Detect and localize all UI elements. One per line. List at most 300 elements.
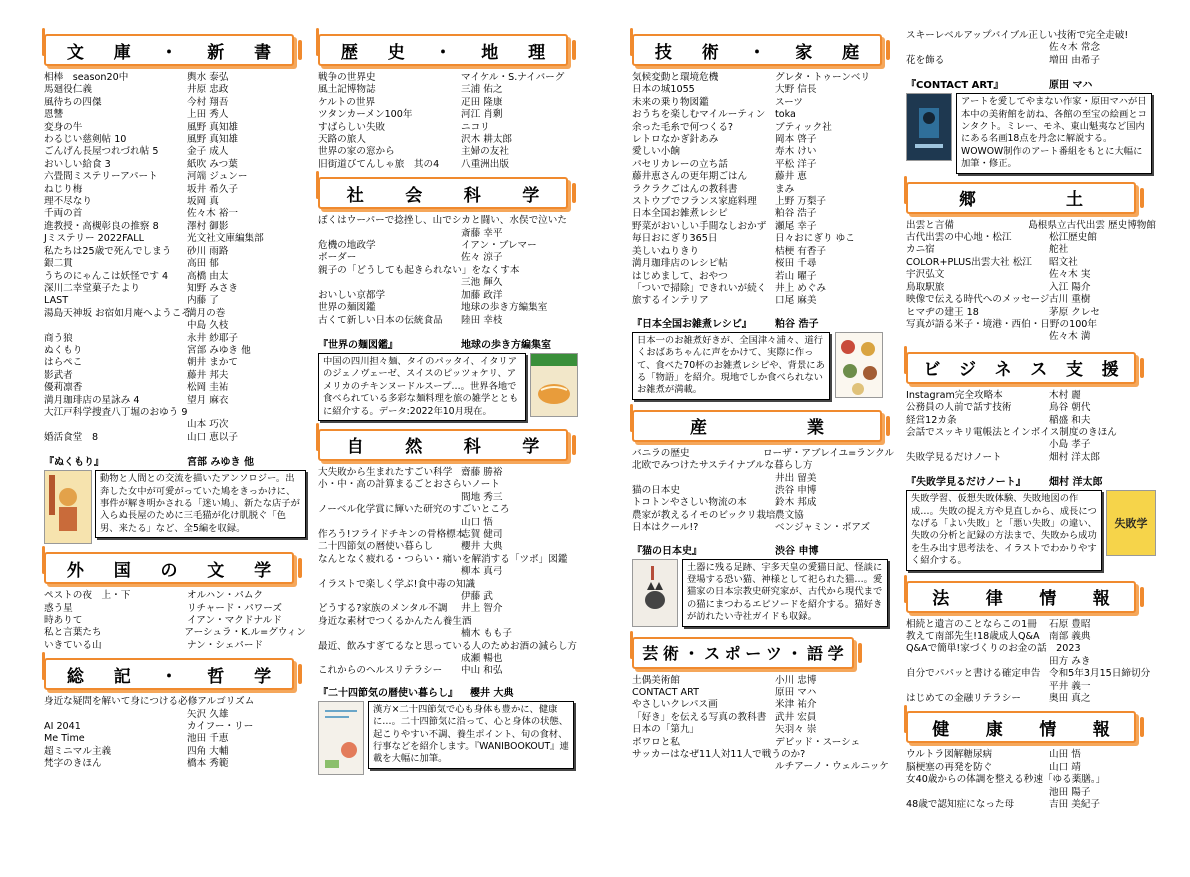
heading-char: 記: [113, 666, 131, 687]
book-title: 時ありて: [44, 615, 83, 626]
book-row: [44, 84, 306, 96]
heading-char: 史: [387, 42, 405, 63]
book-author: 昭文社: [1049, 256, 1078, 268]
book-row: [632, 134, 894, 146]
feature-body: [318, 701, 580, 775]
book-cover-image: [835, 332, 883, 398]
feature-description: 中国の四川担々麺、タイのパッタイ、イタリアのジェノヴェーゼ、スイスのピッツォケリ、アメリカのチキンヌードルスープ…。世界各地で食べられている多彩な麺料理を旅の雑学とともに紹介する。データ:2022年10月現在。: [318, 353, 526, 421]
heading-char: 律: [985, 589, 1003, 610]
book-row: [44, 221, 306, 233]
book-row: [318, 159, 580, 171]
book-author: 上田 秀人: [187, 109, 229, 121]
book-row: [906, 331, 1156, 343]
book-title: 湯島天神坂 お宿如月庵へようこそ: [44, 307, 191, 319]
section-gijutsu: [632, 34, 894, 308]
feature-title: 『ぬくもり』: [44, 457, 104, 469]
book-author: 櫻井 大典: [461, 541, 503, 553]
book-author: 田方 みき: [1049, 655, 1091, 667]
feature-nukumori: [44, 456, 306, 544]
book-list: [632, 448, 894, 535]
book-row: [906, 656, 1156, 668]
book-title: 作ろう!フライドチキンの骨格標本: [318, 528, 466, 540]
heading-char: の: [160, 560, 178, 581]
book-row: [632, 485, 894, 497]
book-author: [577, 641, 580, 653]
heading-char: 法: [932, 589, 950, 610]
book-title: 理不尽なり: [44, 196, 92, 208]
section-heading: [44, 34, 294, 66]
book-title: 毎日おにぎり365日: [632, 233, 718, 245]
book-title: ケルトの世界: [318, 96, 376, 108]
book-title: 日本の城1055: [632, 84, 695, 96]
feature-neko: [632, 545, 894, 627]
book-list: [906, 619, 1156, 706]
book-row: [44, 733, 306, 745]
feature-men-zukan: [318, 339, 580, 421]
book-title: 世界の家の窓から: [318, 146, 395, 158]
book-title: 満月珈琲店のレシピ帖: [632, 258, 728, 270]
book-author: 沢木 耕太郎: [461, 134, 513, 146]
book-row: [632, 522, 894, 534]
heading-char: 報: [1092, 589, 1110, 610]
book-row: [632, 448, 894, 460]
book-title: 自分でパパッと書ける確定申告: [906, 668, 1041, 680]
feature-title-row: [632, 545, 894, 558]
book-author: ベンジャミン・ボアズ: [775, 522, 871, 534]
book-author: [1105, 774, 1156, 786]
book-title: [44, 419, 187, 431]
book-row: [906, 668, 1156, 680]
feature-contact-art: [906, 79, 1156, 173]
section-geijutsu: [632, 637, 894, 774]
book-title: [906, 787, 1049, 799]
book-author: [1128, 30, 1156, 42]
heading-char: 国: [113, 560, 131, 581]
book-row: [906, 749, 1156, 761]
book-author: 入江 陽介: [1049, 281, 1091, 293]
book-row: [632, 295, 894, 307]
cover-title: 失敗学: [1114, 517, 1148, 531]
heading-char: 術: [701, 42, 719, 63]
book-title: 脳梗塞の再発を防ぐ: [906, 761, 993, 773]
feature-title-row: [318, 339, 580, 352]
book-author: 渋谷 申博: [775, 484, 817, 496]
book-author: 鈴木 邦成: [775, 497, 817, 509]
book-title: 小・中・高の計算まるごとおさらいノート: [318, 479, 500, 491]
book-title: 親子の「どうしても起きられない」をなくす本: [318, 264, 520, 276]
book-title: 花を飾る: [906, 54, 945, 66]
book-author: 山本 巧次: [187, 419, 229, 431]
book-author: ニコリ: [461, 121, 490, 133]
feature-author: 畑村 洋太郎: [1049, 477, 1103, 489]
book-list: [906, 390, 1156, 464]
book-author: イアン・ブレマー: [461, 240, 537, 252]
heading-char: 術: [662, 644, 679, 664]
cover-illustration: [836, 333, 882, 397]
book-author: 朝井 まかて: [187, 357, 239, 369]
book-author: 輿水 泰弘: [187, 72, 229, 83]
book-row: [632, 687, 894, 699]
book-row: [906, 439, 1156, 451]
book-author: デビッド・スーシェ: [775, 736, 861, 748]
book-author: 佐々 涼子: [461, 252, 503, 264]
book-author: 松江歴史館: [1049, 232, 1097, 244]
book-row: [318, 252, 580, 264]
book-row: [44, 640, 306, 652]
book-title: COLOR+PLUS出雲大社 松江: [906, 256, 1032, 268]
book-title: 北欧でみつけたサステイナブルな暮らし方: [632, 460, 813, 472]
book-row: [44, 333, 306, 345]
section-heading: [44, 658, 294, 690]
book-title: 影武者: [44, 369, 73, 381]
book-author: 永井 紗耶子: [187, 332, 239, 344]
book-row: [44, 271, 306, 283]
book-author: 四角 大輔: [187, 745, 229, 757]
book-row: [44, 308, 306, 320]
book-list: [44, 696, 306, 770]
book-title: ストウブでフランス家庭料理: [632, 196, 757, 208]
heading-char: 報: [1092, 719, 1110, 740]
book-title: 身近な素材でつくるかんたん養生酒: [318, 615, 472, 627]
heading-char: 学: [254, 560, 272, 581]
section-continued: [906, 30, 1156, 67]
book-title: ノーベル化学賞に輝いた研究のすごいところ: [318, 504, 510, 516]
book-title: ぼくはウーパーで捻挫し、山でシカと闘い、水俣で泣いた: [318, 215, 567, 227]
feature-title: 『二十四節気の暦使い暮らし』: [318, 687, 458, 699]
heading-char: 新: [207, 42, 225, 63]
book-author: ローザ・アブレイユ=ランクル: [762, 447, 894, 459]
book-title: 48歳で認知症になった母: [906, 799, 1015, 811]
book-title: 私たちは25歳で死んでしまう: [44, 245, 172, 257]
book-author: 佐々木 常念: [1049, 42, 1101, 54]
book-cover-image: [530, 353, 578, 417]
book-row: [44, 258, 306, 270]
book-row: [318, 302, 580, 314]
book-author: 畑村 洋太郎: [1049, 451, 1101, 463]
book-row: [318, 653, 580, 665]
book-author: 古川 重樹: [1049, 294, 1091, 306]
book-author: カイフー・リー: [187, 721, 254, 733]
book-row: [44, 746, 306, 758]
heading-char: 書: [254, 42, 272, 63]
book-author: [812, 460, 894, 472]
book-title: 深川二幸堂菓子たより: [44, 282, 140, 294]
book-author: 八重洲出版: [461, 158, 509, 170]
book-row: [632, 460, 894, 472]
section-sangyo: [632, 410, 894, 535]
heading-char: 総: [66, 666, 84, 687]
book-author: 南部 義典: [1049, 631, 1091, 642]
book-title: 藤井恵さんの更年期ごはん: [632, 171, 748, 183]
cover-illustration: [319, 702, 363, 774]
heading-char: ・: [683, 644, 700, 664]
book-author: 満月の巻: [187, 307, 226, 319]
heading-char: 学: [522, 437, 540, 458]
heading-char: ・: [434, 42, 452, 63]
book-row: [318, 492, 580, 504]
heading-char: 郷: [959, 190, 976, 211]
book-title: Me Time: [44, 733, 85, 745]
section-rekishi: [318, 34, 580, 171]
book-row: [632, 97, 894, 109]
book-row: [632, 737, 894, 749]
book-row: [632, 271, 894, 283]
book-author: 斎藤 幸平: [461, 227, 503, 239]
book-author: まみ: [775, 183, 795, 195]
book-author: 原田 マハ: [775, 687, 817, 699]
heading-char: 科: [463, 437, 481, 458]
book-author: [472, 616, 581, 628]
heading-char: 地: [481, 42, 499, 63]
heading-char: ポ: [724, 644, 741, 664]
book-row: [44, 134, 306, 146]
book-row: [318, 529, 580, 541]
book-title: 農家が教えるイモのビックリ栽培: [632, 509, 776, 521]
book-author: 伊藤 武: [461, 591, 493, 602]
heading-char: 会: [405, 185, 423, 206]
book-title: 気候変動と環境危機: [632, 72, 719, 83]
book-row: [632, 761, 894, 773]
heading-char: 社: [346, 185, 364, 206]
feature-description: 失敗学習、仮想失敗体験、失敗地図の作成…。失敗の捉え方や見直しから、成長につなげる「よい失敗」と「悪い失敗」の違い、失敗の分析と記録の方法まで、失敗から成功を生み出す思考法を、イラストでわかりやすく紹介する。: [906, 490, 1102, 570]
book-row: [318, 603, 580, 615]
book-author: [567, 554, 580, 566]
book-author: 橋本 秀範: [187, 758, 229, 770]
book-author: [519, 265, 580, 277]
book-title: 「好き」を伝える写真の教科書: [632, 711, 767, 723]
book-author: 矢羽々 崇: [775, 724, 817, 736]
book-author: 山口 恵以子: [187, 431, 239, 443]
book-author: 平井 義一: [1049, 680, 1091, 692]
book-author: イアン・マクドナルド: [187, 615, 282, 626]
book-row: [318, 277, 580, 289]
book-author: 口尾 麻美: [775, 295, 817, 307]
book-title: どうする?家族のメンタル不調: [318, 603, 448, 615]
book-cover-image: [318, 701, 364, 775]
book-row: [318, 215, 580, 227]
book-title: [44, 709, 187, 721]
heading-char: 家: [795, 42, 813, 63]
book-author: [510, 504, 580, 516]
book-author: 志賀 健司: [461, 528, 503, 540]
book-row: [632, 171, 894, 183]
heading-char: ス: [704, 644, 721, 664]
heading-char: 学: [827, 644, 844, 664]
book-list: [906, 220, 1156, 344]
book-row: [906, 643, 1156, 655]
book-title: 失敗学見るだけノート: [906, 451, 1002, 463]
book-title: 超ミニマル主義: [44, 745, 112, 757]
book-title: ごんげん長屋つれづれ帖 5: [44, 146, 159, 158]
book-title: LAST: [44, 295, 69, 307]
book-row: [632, 724, 894, 736]
book-title: AI 2041: [44, 721, 81, 733]
book-author: 三池 輝久: [461, 277, 503, 289]
book-author: 中島 久枝: [187, 320, 229, 332]
book-title: [906, 439, 1049, 451]
book-row: [906, 220, 1156, 232]
book-row: [44, 357, 306, 369]
book-author: 加藤 政洋: [461, 289, 503, 301]
book-author: [1117, 427, 1156, 439]
book-cover-image: [1106, 490, 1156, 556]
heading-char: 然: [405, 437, 423, 458]
book-title: Jミステリー 2022FALL: [44, 233, 144, 245]
cover-illustration: [45, 471, 91, 543]
book-author: 中山 和弘: [461, 665, 503, 677]
heading-char: ネ: [994, 360, 1012, 381]
book-row: [906, 681, 1156, 693]
book-author: 地球の歩き方編集室: [461, 302, 548, 314]
book-title: 馬廻役仁義: [44, 84, 92, 96]
book-author: 上野 万梨子: [775, 196, 827, 208]
book-row: [906, 427, 1156, 439]
book-title: 古くて新しい日本の伝統食品: [318, 314, 443, 326]
book-title: なんとなく疲れる・つらい・痛いを解消する「ツボ」図鑑: [318, 553, 568, 565]
book-title: イラストで楽しく学ぶ!食中毒の知識: [318, 578, 476, 590]
book-title: 相棒 season20中: [44, 72, 129, 83]
book-title: 風土記博物誌: [318, 84, 376, 96]
book-row: [318, 566, 580, 578]
book-author: 池田 千恵: [187, 733, 229, 745]
book-row: [44, 233, 306, 245]
book-row: [44, 295, 306, 307]
book-title: [318, 628, 461, 640]
book-author: ブティック社: [775, 121, 832, 133]
feature-title: 『猫の日本史』: [632, 545, 702, 557]
heading-char: ビ: [923, 360, 941, 381]
book-title: 大失敗から生まれたすごい科学: [318, 466, 453, 478]
heading-char: 援: [1101, 360, 1119, 381]
book-title: 出雲と言備: [906, 219, 954, 231]
book-title: 宇沢弘文: [906, 269, 945, 281]
heading-char: 哲: [207, 666, 225, 687]
feature-title: 『世界の麺図鑑』: [318, 339, 398, 351]
book-row: [632, 159, 894, 171]
section-heading: [906, 352, 1136, 384]
book-author: 知野 みさき: [187, 282, 239, 294]
heading-char: 理: [528, 42, 546, 63]
book-list: [318, 467, 580, 678]
book-title: ボーダー: [318, 252, 357, 264]
feature-description: 日本一のお雑煮好きが、全国津々浦々、道行くおばあちゃんに声をかけて、実際に作って、食べた70杯のお雑煮レシピや、背景にある「物語」を紹介。現地でしか食べられないお雑煮が満載。: [632, 332, 830, 400]
book-row: [906, 402, 1156, 414]
feature-body: [906, 490, 1156, 570]
book-row: [906, 294, 1156, 306]
book-row: [318, 479, 580, 491]
book-row: [44, 72, 306, 84]
book-row: [632, 712, 894, 724]
book-author: 佐々木 裕一: [187, 208, 239, 220]
book-author: 内藤 了: [187, 295, 219, 307]
feature-body: [906, 93, 1156, 173]
book-row: [318, 504, 580, 516]
book-title: 日本の「第九」: [632, 724, 700, 736]
book-title: 私と言葉たち: [44, 627, 102, 639]
book-author: 平松 洋子: [775, 158, 817, 170]
feature-description: 漢方×二十四節気で心も身体も豊かに、健康に…。二十四節気に沿って、心と身体の状態、起こりやすい不調、養生ポイント、旬の食材、行事などを紹介します。『WANIBOOKOUT』連載を大幅に加筆。: [368, 701, 574, 769]
book-title: 世界の麺図鑑: [318, 302, 376, 314]
cover-illustration: [907, 94, 951, 160]
section-shizen: [318, 429, 580, 678]
book-author: オルハン・パムク: [187, 590, 264, 602]
heading-char: 業: [807, 418, 824, 439]
book-row: [906, 415, 1156, 427]
book-title: CONTACT ART: [632, 687, 699, 699]
book-title: ラクラクごはんの教科書: [632, 183, 738, 195]
book-author: マイケル・S.ナイバーグ: [461, 72, 565, 83]
book-row: [906, 390, 1156, 402]
book-row: [632, 184, 894, 196]
book-row: [44, 97, 306, 109]
book-author: グレタ・トゥーンベリ: [775, 72, 871, 83]
book-title: サッカーはなぜ11人対11人で戦うのか?: [632, 749, 806, 761]
book-title: [318, 591, 461, 603]
feature-title: 『CONTACT ART』: [906, 80, 1004, 92]
feature-body: [632, 559, 894, 627]
book-author: toka: [775, 109, 796, 121]
heading-char: 支: [1065, 360, 1083, 381]
book-row: [906, 257, 1156, 269]
book-author: 山口 靖: [1049, 761, 1081, 773]
book-row: [318, 84, 580, 96]
heading-char: ・: [748, 42, 766, 63]
feature-title-row: [906, 476, 1156, 489]
book-title: [318, 492, 461, 504]
book-author: 間地 秀三: [461, 491, 503, 503]
book-author: [1081, 643, 1156, 655]
book-author: 奥田 真之: [1049, 693, 1091, 705]
book-title: 相続と遺言のことならこの1冊: [906, 618, 1037, 630]
book-author: 望月 麻衣: [187, 394, 229, 406]
feature-author: 渋谷 申博: [775, 545, 819, 557]
heading-char: 文: [66, 42, 84, 63]
book-list: [632, 675, 894, 774]
book-title: いきている山: [44, 639, 102, 651]
section-kenko: [906, 711, 1156, 811]
book-author: 米津 祐介: [775, 699, 817, 711]
feature-body: [318, 353, 580, 421]
book-author: 島根県立古代出雲 歴史博物館: [1028, 219, 1156, 231]
section-heading: [318, 177, 568, 209]
book-row: [632, 258, 894, 270]
book-author: [475, 579, 580, 591]
section-heading: [906, 182, 1136, 214]
feature-title-row: [318, 687, 580, 700]
book-author: 金子 成人: [187, 146, 229, 158]
book-row: [632, 208, 894, 220]
heading-char: 自: [346, 437, 364, 458]
book-title: 余った毛糸で何つくる?: [632, 121, 734, 133]
book-row: [632, 497, 894, 509]
book-row: [44, 109, 306, 121]
book-title: 「ついで掃除」できれいが続く: [632, 282, 767, 294]
book-row: [44, 370, 306, 382]
book-title: 猫の日本史: [632, 484, 680, 496]
book-title: ヒマヂの建王 18: [906, 306, 979, 318]
feature-title-row: [906, 79, 1156, 92]
book-author: 河端 ジュンー: [187, 171, 248, 183]
feature-ozoni: [632, 318, 894, 400]
book-author: 日々おにぎり ゆこ: [775, 233, 855, 245]
book-author: 河江 肖剰: [461, 109, 503, 121]
book-title: [318, 277, 461, 289]
book-title: 経営12カ条: [906, 414, 957, 426]
section-soki: [44, 658, 306, 770]
book-row: [44, 709, 306, 721]
section-heading: [632, 34, 882, 66]
book-row: [44, 696, 306, 708]
